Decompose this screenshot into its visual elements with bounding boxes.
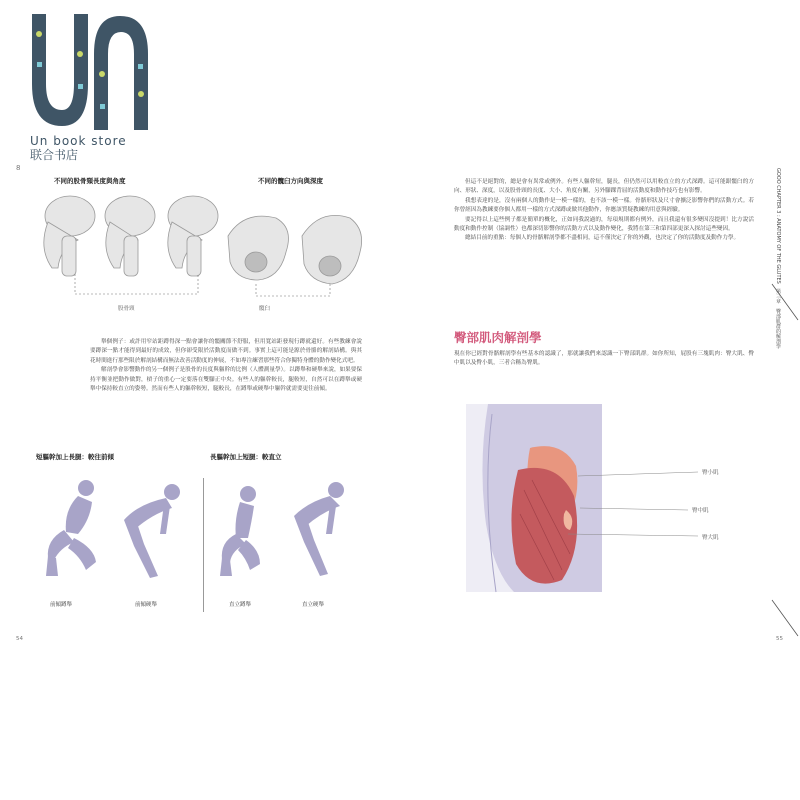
paragraph: 我想表達的是，沒有兩個人的動作是一模一樣的，也不該一模一樣。骨骼形狀及尺寸會擴泛影響你們的活動方式。若你曾經因為教練要你個人都用一樣的方式深蹲或做其他動作，你應該質疑教練的用意與經驗。 [454,197,754,214]
label-gluteus-maximus: 臀大肌 [702,535,719,541]
caption-forward-deadlift: 前傾硬舉 [135,602,158,608]
figure-forward-deadlift [124,484,180,578]
femur-3 [168,196,218,276]
bone-illustrations [30,188,370,314]
pelvis-1 [228,216,288,280]
pelvis-2 [302,215,362,284]
section-paragraph: 現在你已經對骨骼解剖學有些基本的認識了，那就讓我們來認識一下臀部肌群。如你所知，屁股有三塊肌肉：臀大肌、臀中肌以及臀小肌，三者合稱為臀肌。 [454,351,754,367]
acetabulum-label: 髖臼 [259,306,271,312]
paragraph: 解剖學會影響動作的另一個例子是股骨的長度與軀幹的比例（人體測量學）。以蹲舉和硬舉來說，如果要保持平衡並把動作做對，槓子的重心一定要落在雙腳正中央。有些人的軀幹較長，腿較短，自然可以在蹲舉或硬舉中保持較直立的姿勢。然而有些人的軀幹較短，腿較長，在蹲舉或硬舉中軀幹就需要更往前傾。 [90,367,362,393]
label-gluteus-minimus: 臀小肌 [702,470,719,476]
squat-figures [34,470,374,592]
glute-illustration [466,404,726,596]
figure-forward-squat [46,480,96,576]
page-number-right: 55 [776,636,783,642]
logo-text [30,134,150,163]
paragraph: 但這不是絕對的，總是會有異常或例外。有些人軀幹短，腿長，但仍然可以用較直立的方式深蹲。這可能跟髖臼的方向、形狀、深度，以及股骨頸的長度、大小、角度有關，另外腳踝背屈的活動度和動作技巧也有影響。 [454,179,754,195]
store-logo [28,14,152,130]
paragraph: 總結目前的重點：每個人的骨骼解剖學都不盡相同，這不僅決定了你的外觀，也決定了你的活動度及動作力學。 [465,235,740,242]
section-title: 臀部肌肉解剖學 [454,330,542,345]
figure1-title: 不同的股骨頸長度與角度 [54,177,126,185]
left-body-text [90,338,362,394]
label-gluteus-medius: 臀中肌 [692,508,709,514]
page-number-left: 54 [16,636,23,642]
figure-upright-deadlift [294,482,344,576]
right-body-text [454,178,754,244]
bottom-rule [770,598,800,638]
paragraph: 舉個例子：或許用窄站距蹲得深一點會讓你的髖關節不舒服，但用寬站距發現行蹲就還好。有些教練會說要蹲深一點才能得到最好的成效，但你卻受限於活動度而做不到。事實上這可能是源於骨骼的解剖結構。與其花時間進行那些限於解剖結構而無法改善活動度的伸展，不如專注練習那些符合你獨特身體的動作變化式吧。 [90,339,362,364]
paragraph: 要記得以上這些例子都是簡單的概化，正如同我說過的，每項規則都有例外，而且我還有很多變因沒提到！比方說活動度和動作控制（協調性）也都深切影響你的活動方式以及動作變化，我將在第三和第四部更深入探討這些變因。 [454,216,754,233]
running-head: GOOO CHAPTER 3 : ANATOMY OF THE GLUTES 第三章 臀部肌群的解剖學 [775,168,781,349]
figure-upright-squat [220,486,260,576]
page-marker: 8 [16,164,21,172]
squat-right-title: 長軀幹加上短腿：較直立 [210,453,282,461]
figure2-title: 不同的髖臼方向與深度 [258,177,323,185]
squat-left-title: 短軀幹加上長腿：較往前傾 [36,453,114,461]
logo-line1: Un book store [30,134,127,148]
running-head-rule [770,282,800,322]
caption-upright-squat: 直立蹲舉 [229,602,252,608]
femur-1 [44,196,95,276]
logo-line2: 联合书店 [30,148,79,162]
femoral-neck-label: 股骨頸 [118,306,135,312]
caption-upright-deadlift: 直立硬舉 [302,602,325,608]
femur-2 [105,196,155,276]
caption-forward-squat: 前傾蹲舉 [50,602,73,608]
